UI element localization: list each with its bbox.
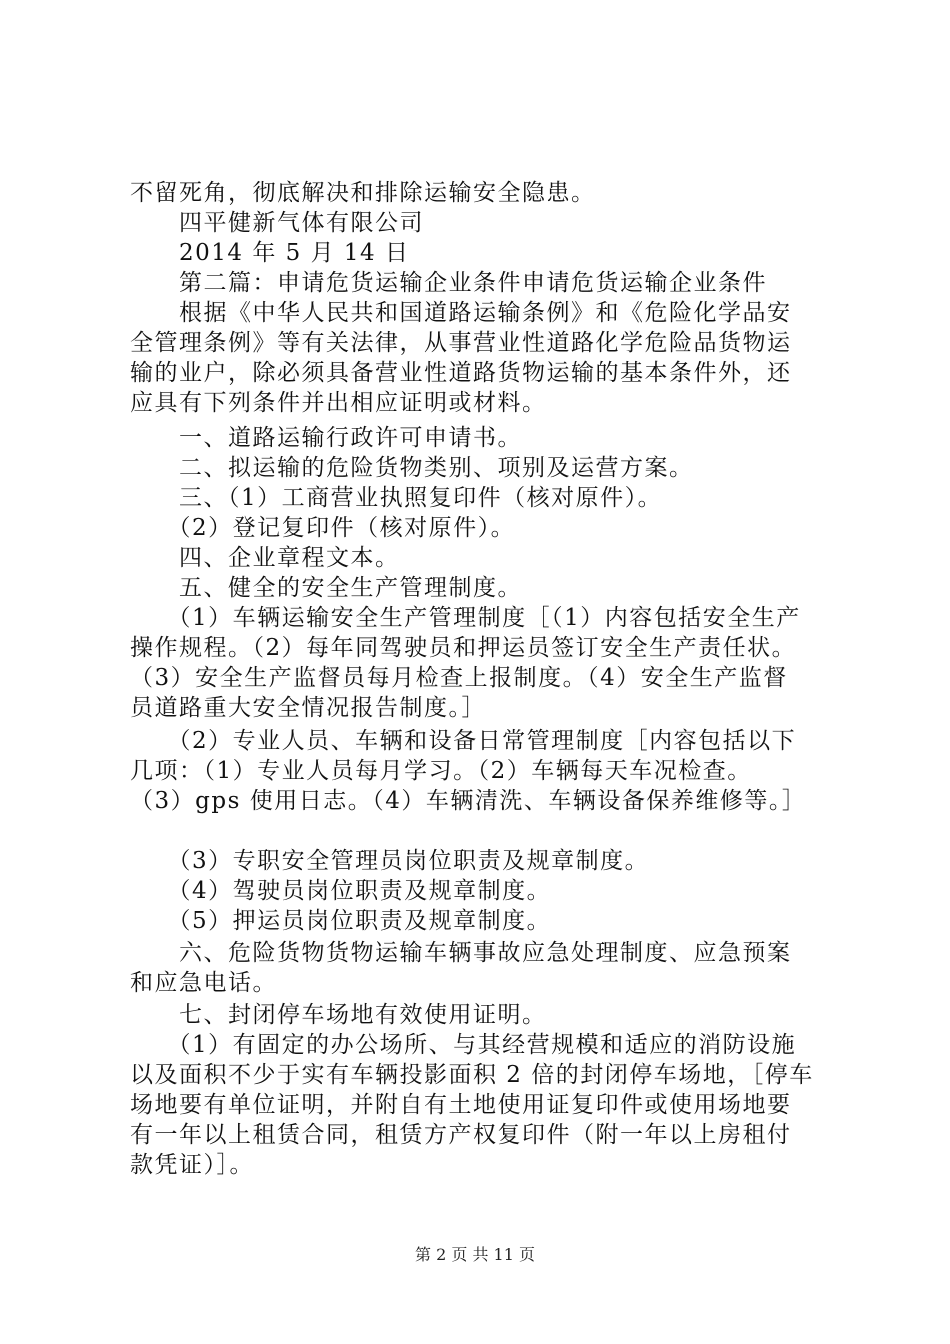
text-line: （5）押运员岗位职责及规章制度。 <box>130 908 552 934</box>
text-line: 操作规程。（2）每年同驾驶员和押运员签订安全生产责任状。 <box>130 635 797 661</box>
text-line: （3）专职安全管理员岗位职责及规章制度。 <box>130 848 650 874</box>
text-line: 五、健全的安全生产管理制度。 <box>130 575 522 601</box>
text-line: 四平健新气体有限公司 <box>130 210 424 236</box>
text-line: 和应急电话。 <box>130 970 277 996</box>
text-line: 六、危险货物货物运输车辆事故应急处理制度、应急预案 <box>130 940 792 966</box>
text-line: 二、拟运输的危险货物类别、项别及运营方案。 <box>130 455 694 481</box>
text-line: 全管理条例》等有关法律，从事营业性道路化学危险品货物运 <box>130 330 792 356</box>
text-line: 七、封闭停车场地有效使用证明。 <box>130 1002 547 1028</box>
text-line: （3）安全生产监督员每月检查上报制度。（4）安全生产监督 <box>130 665 788 691</box>
text-line: 员道路重大安全情况报告制度。］ <box>130 695 486 721</box>
text-line: 根据《中华人民共和国道路运输条例》和《危险化学品安 <box>130 300 792 326</box>
text-line: 应具有下列条件并出相应证明或材料。 <box>130 390 547 416</box>
text-line: 以及面积不少于实有车辆投影面积 2 倍的封闭停车场地，［停车 <box>130 1062 814 1088</box>
text-line: 场地要有单位证明，并附自有土地使用证复印件或使用场地要 <box>130 1092 792 1118</box>
text-line: 2014 年 5 月 14 日 <box>130 240 410 266</box>
text-line: （2）专业人员、车辆和设备日常管理制度［内容包括以下 <box>130 728 797 754</box>
section-heading: 第二篇：申请危货运输企业条件申请危货运输企业条件 <box>130 270 767 296</box>
text-line: （1）车辆运输安全生产管理制度［（1）内容包括安全生产 <box>130 605 801 631</box>
text-line: （2）登记复印件（核对原件）。 <box>130 515 516 541</box>
text-line: （4）驾驶员岗位职责及规章制度。 <box>130 878 552 904</box>
text-line: 不留死角，彻底解决和排除运输安全隐患。 <box>130 180 596 206</box>
text-line: 款凭证）］。 <box>130 1152 254 1178</box>
text-line: 几项：（1）专业人员每月学习。（2）车辆每天车况检查。 <box>130 758 752 784</box>
text-line: 四、企业章程文本。 <box>130 545 400 571</box>
text-line: 有一年以上租赁合同，租赁方产权复印件（附一年以上房租付 <box>130 1122 792 1148</box>
text-line: 三、（1）工商营业执照复印件（核对原件）。 <box>130 485 663 511</box>
page-number-footer: 第 2 页 共 11 页 <box>415 1245 535 1264</box>
text-line: 一、道路运输行政许可申请书。 <box>130 425 522 451</box>
text-line: （3）gps 使用日志。（4）车辆清洗、车辆设备保养维修等。］ <box>130 788 807 814</box>
text-line: 输的业户，除必须具备营业性道路货物运输的基本条件外，还 <box>130 360 792 386</box>
text-line: （1）有固定的办公场所、与其经营规模和适应的消防设施 <box>130 1032 797 1058</box>
